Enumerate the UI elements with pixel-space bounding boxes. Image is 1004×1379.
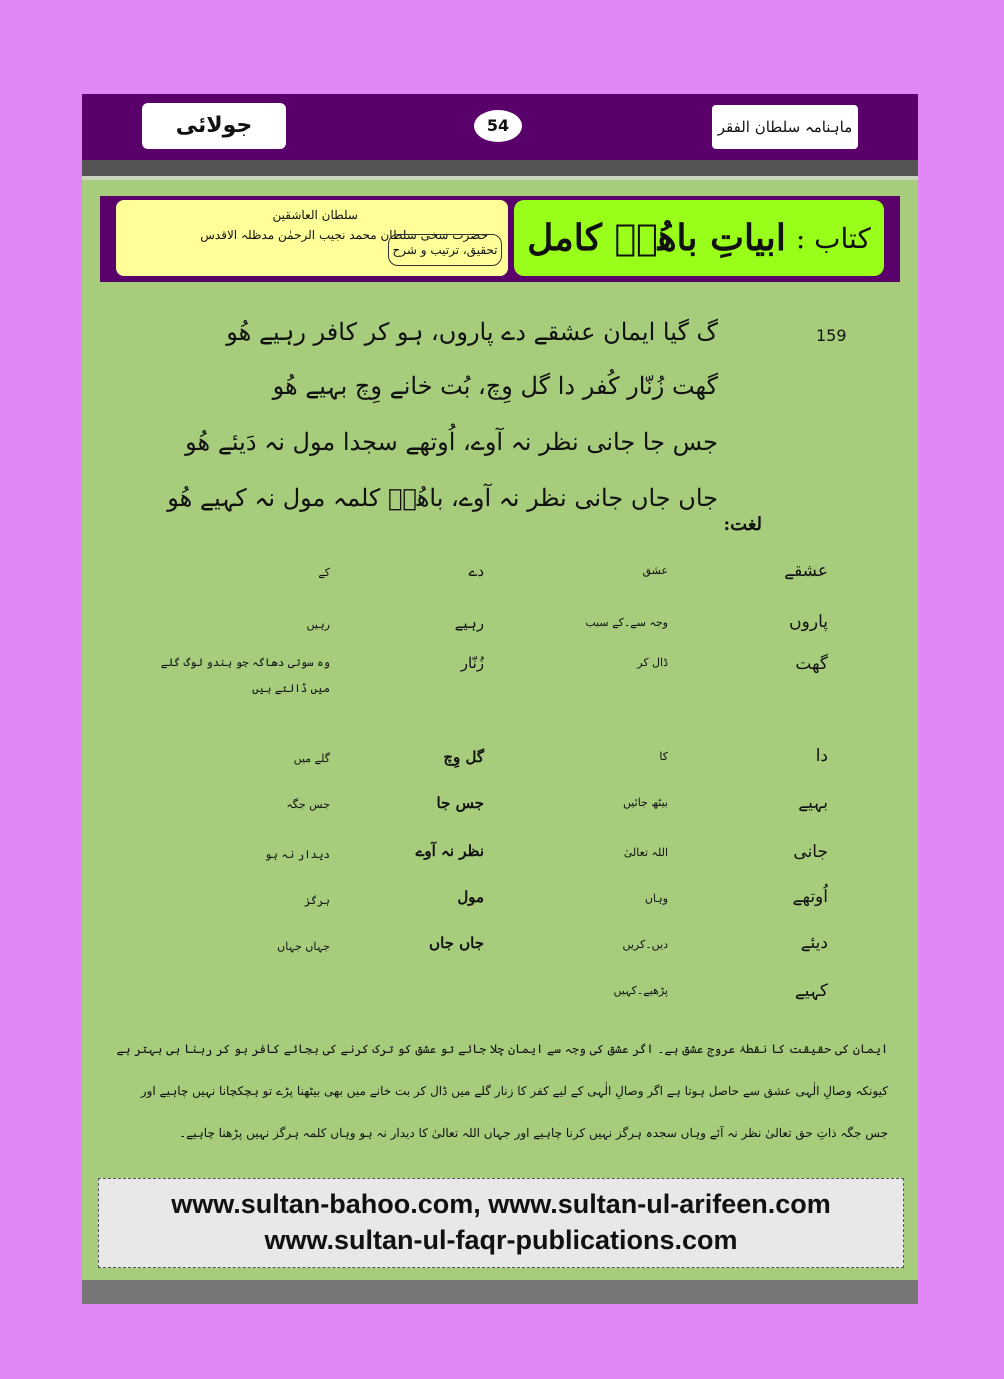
verse-line-3: جس جا جانی نظر نہ آوے، اُوتھے سجدا مول نہ دَیئے ھُو <box>185 428 718 456</box>
book-title-name: ابیاتِ باھُوؒ کامل <box>527 217 786 259</box>
glossary-word: پاروں <box>789 612 828 632</box>
explanation-line-3: جس جگہ ذاتِ حق تعالیٰ نظر نہ آئے وہاں سجدہ ہرگز نہیں کرنا چاہیے اور جہاں اللہ تعالیٰ کا دیدار نہ ہو وہاں کلمہ ہرگز نہیں پڑھنا چاہیے۔ <box>179 1126 888 1140</box>
author-name: حضرت سخی سلطان محمد نجیب الرحمٰن مدظلہ الاقدس <box>200 228 488 242</box>
glossary-meaning: جس جگہ <box>286 798 330 811</box>
glossary-meaning: وہاں <box>644 892 668 905</box>
glossary-meaning: پڑھیے۔کہیں <box>613 984 668 997</box>
glossary-word: جانی <box>793 842 828 862</box>
glossary-meaning: کے <box>318 566 330 579</box>
glossary-word: اُوتھے <box>792 887 828 907</box>
glossary-word: دا <box>815 746 828 766</box>
glossary-meaning: کا <box>659 750 668 763</box>
glossary-word: گھت <box>795 654 828 674</box>
website-link-line-1[interactable]: www.sultan-bahoo.com, www.sultan-ul-arifeen.com <box>171 1189 831 1219</box>
glossary-word: بہیے <box>798 793 828 813</box>
glossary-meaning: جہاں جہاں <box>277 940 330 953</box>
glossary-word: کہیے <box>794 981 828 1001</box>
glossary-meaning: اللہ تعالیٰ <box>623 846 668 859</box>
verse-line-2: گھت زُنّار کُفر دا گل وِچ، بُت خانے وِچ بہیے ھُو <box>272 372 718 400</box>
glossary-word: دیئے <box>800 933 828 953</box>
glossary-word: گل وِچ <box>443 748 484 766</box>
author-honorific: سلطان العاشقین <box>272 208 358 222</box>
explanation-line-2: کیونکہ وصالِ الٰہی عشق سے حاصل ہوتا ہے اگر وصالِ الٰہی کے لیے کفر کا زنار گلے میں ڈال کر بت خانے میں بھی بیٹھنا پڑے تو ہچکچانا نہیں چاہیے اور <box>140 1084 888 1098</box>
glossary-word: مول <box>457 888 484 906</box>
credit-badge: تحقیق، ترتیب و شرح <box>388 234 502 266</box>
magazine-page <box>82 94 918 1304</box>
glossary-meaning: وہ سوتی دھاگہ جو ہندو لوگ گلے میں ڈالتے ہیں <box>160 656 330 695</box>
book-title-label: کتاب : <box>795 221 871 255</box>
glossary-word: جس جا <box>436 794 484 812</box>
glossary-word: زُنّار <box>460 654 484 672</box>
glossary-meaning: وجہ سے۔کے سبب <box>585 616 668 629</box>
glossary-meaning: دیں۔کریں <box>622 938 668 951</box>
verse-line-1: گ گیا ایمان عشقے دے پاروں، ہو کر کافر رہیے ھُو <box>226 318 718 346</box>
glossary-meaning: رہیں <box>306 618 330 631</box>
website-link-line-2[interactable]: www.sultan-ul-faqr-publications.com <box>264 1225 738 1255</box>
issue-date: جولائی <box>142 103 286 149</box>
explanation-line-1: ایمان کی حقیقت کا نقطۂ عروج عشق ہے۔ اگر عشق کی وجہ سے ایمان چلا جائے تو عشق کو ترک کرنے کی بجائے کافر ہو کر رہنا ہی بہتر ہے <box>116 1042 888 1056</box>
glossary-word: دے <box>468 562 484 580</box>
glossary-heading: لغت: <box>723 514 762 535</box>
glossary-word: جاں جاں <box>429 934 484 952</box>
glossary-meaning: بیٹھ جائیں <box>622 796 668 809</box>
glossary-meaning: ہرگز <box>304 894 330 907</box>
glossary-meaning: دیدار نہ ہو <box>264 848 330 861</box>
page-header <box>82 94 918 160</box>
footer-bar <box>82 1280 918 1304</box>
header-divider-line <box>82 176 918 180</box>
glossary-meaning: عشق <box>642 564 668 577</box>
page-number: 54 <box>474 110 522 142</box>
author-box <box>116 200 508 276</box>
website-links <box>98 1178 904 1268</box>
glossary-word: نظر نہ آوے <box>415 842 484 860</box>
glossary-meaning: ڈال کر <box>637 656 668 669</box>
magazine-logo: ماہنامہ سلطان الفقر <box>712 105 858 149</box>
glossary-meaning: گلے میں <box>293 752 330 765</box>
glossary-word: عشقے <box>784 561 828 581</box>
glossary-word: رہیے <box>454 614 484 632</box>
verse-number: 159 <box>816 326 847 345</box>
verse-line-4: جاں جاں جانی نظر نہ آوے، باھُوؒ کلمہ مول نہ کہیے ھُو <box>167 484 718 512</box>
book-title <box>514 200 884 276</box>
header-divider <box>82 160 918 176</box>
